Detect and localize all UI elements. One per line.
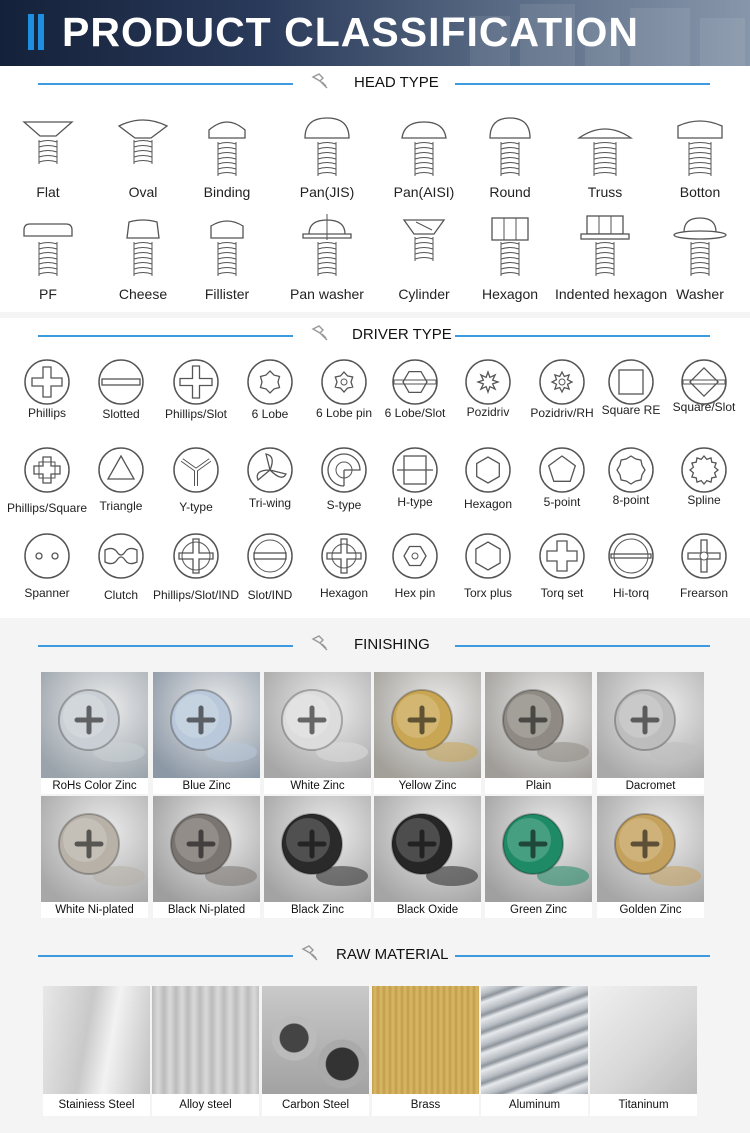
raw-material-grid (0, 986, 750, 1121)
driver-type-label: Phillips/Slot/IND (152, 588, 240, 602)
phillips-drive-icon (23, 358, 71, 406)
finishing-header (0, 630, 750, 660)
square-slot-drive-icon (680, 358, 728, 406)
hexagon-head-screw-icon (480, 212, 540, 282)
screw-photo (597, 796, 704, 902)
hi-torq-drive-icon (607, 532, 655, 580)
head-type-label: Pan(JIS) (299, 184, 355, 200)
driver-type-item (233, 446, 307, 524)
cheese-head-screw-icon (113, 212, 173, 282)
screw-photo (374, 796, 481, 902)
finishing-label: White Zinc (264, 778, 371, 794)
raw-material-item (262, 986, 369, 1116)
spline-drive-icon (680, 446, 728, 494)
raw-material-label: Stainiess Steel (43, 1094, 150, 1116)
head-type-item (277, 112, 377, 207)
spanner-drive-icon (23, 532, 71, 580)
finishing-item (153, 672, 260, 794)
finishing-item (485, 796, 592, 918)
screw-section-icon (308, 322, 332, 346)
raw-material-item (43, 986, 150, 1116)
driver-type-item (84, 358, 158, 436)
driver-type-item (451, 532, 525, 610)
finishing-label: White Ni-plated (41, 902, 148, 918)
finishing-grid (0, 672, 750, 922)
driver-type-item (233, 358, 307, 436)
six-lobe-drive-icon (246, 358, 294, 406)
driver-type-label: Slot/IND (247, 588, 293, 602)
raw-material-item (372, 986, 479, 1116)
binding-head-screw-icon (197, 112, 257, 182)
driver-type-item (525, 358, 599, 436)
driver-type-label: Torx plus (463, 586, 513, 600)
pan-washer-head-screw-icon (297, 212, 357, 282)
screw-photo (41, 672, 148, 778)
driver-type-item (10, 532, 84, 610)
driver-type-item (84, 446, 158, 524)
phillips-slot-ind-drive-icon (172, 532, 220, 580)
tri-wing-drive-icon (246, 446, 294, 494)
finishing-item (374, 672, 481, 794)
finishing-label: Black Oxide (374, 902, 481, 918)
square-drive-icon (607, 358, 655, 406)
driver-type-label: Square/Slot (672, 400, 736, 414)
screw-photo (153, 672, 260, 778)
pf-head-screw-icon (18, 212, 78, 282)
eight-point-drive-icon (607, 446, 655, 494)
head-type-item (177, 112, 277, 207)
head-type-label: Cheese (118, 286, 168, 302)
raw-material-label: Titaninum (590, 1094, 697, 1116)
page-title: PRODUCT CLASSIFICATION (62, 9, 640, 55)
raw-material-label: Aluminum (481, 1094, 588, 1116)
screw-photo (485, 672, 592, 778)
driver-type-item (667, 446, 741, 524)
cylinder-head-screw-icon (394, 212, 454, 282)
head-type-label: Round (489, 184, 531, 200)
screw-section-icon (308, 632, 332, 656)
driver-type-item (525, 446, 599, 524)
section-title: RAW MATERIAL (336, 946, 449, 963)
driver-type-item (307, 358, 381, 436)
finishing-item (597, 796, 704, 918)
head-type-label: Hexagon (481, 286, 539, 302)
driver-type-item (307, 446, 381, 524)
driver-type-item (451, 358, 525, 436)
raw-material-label: Brass (372, 1094, 479, 1116)
y-type-drive-icon (172, 446, 220, 494)
slot-ind-drive-icon (246, 532, 294, 580)
finishing-label: Black Ni-plated (153, 902, 260, 918)
truss-head-screw-icon (575, 112, 635, 182)
s-type-drive-icon (320, 446, 368, 494)
section-title: HEAD TYPE (354, 74, 439, 91)
screw-section-icon (308, 70, 332, 94)
frearson-drive-icon (680, 532, 728, 580)
raw-material-item (481, 986, 588, 1116)
driver-type-label: Triangle (99, 499, 143, 513)
finishing-item (41, 796, 148, 918)
raw-material-item (590, 986, 697, 1116)
banner (0, 0, 750, 66)
head-type-item (650, 112, 750, 207)
head-type-label: Oval (128, 184, 158, 200)
driver-type-label: H-type (397, 495, 433, 509)
driver-type-label: Y-type (179, 500, 213, 514)
hexagon-cross-drive-icon (320, 532, 368, 580)
head-type-item (277, 212, 377, 307)
head-type-label: PF (39, 286, 57, 302)
pan-jis-head-screw-icon (297, 112, 357, 182)
round-head-screw-icon (480, 112, 540, 182)
driver-type-item (233, 532, 307, 610)
screw-photo (264, 672, 371, 778)
driver-type-item (159, 358, 233, 436)
section-title: DRIVER TYPE (352, 326, 452, 343)
finishing-label: Golden Zinc (597, 902, 704, 918)
driver-type-item (307, 532, 381, 610)
washer-head-screw-icon (670, 212, 730, 282)
head-type-label: Cylinder (398, 286, 450, 302)
head-type-header (0, 68, 750, 98)
head-type-label: Fillister (204, 286, 250, 302)
driver-type-item (667, 532, 741, 610)
torx-plus-drive-icon (464, 532, 512, 580)
screw-section-icon (298, 942, 322, 966)
head-type-label: Washer (676, 286, 724, 302)
raw-material-item (152, 986, 259, 1116)
head-type-label: Indented hexagon (555, 286, 668, 302)
raw-material-label: Alloy steel (152, 1094, 259, 1116)
driver-type-item (10, 358, 84, 436)
triangle-drive-icon (97, 446, 145, 494)
driver-type-label: Hexagon (463, 497, 513, 511)
driver-type-item (378, 532, 452, 610)
head-type-item (650, 212, 750, 307)
driver-type-label: Clutch (103, 588, 138, 602)
driver-type-label: 6 Lobe (251, 407, 289, 421)
screw-photo (485, 796, 592, 902)
driver-type-header (0, 320, 750, 350)
six-lobe-slot-drive-icon (391, 358, 439, 406)
driver-type-item (594, 358, 668, 436)
driver-type-label: 6 Lobe pin (315, 406, 373, 420)
fillister-head-screw-icon (197, 212, 257, 282)
button-head-screw-icon (670, 112, 730, 182)
driver-type-label: Spline (687, 493, 721, 507)
driver-type-item (378, 446, 452, 524)
head-type-label: Truss (587, 184, 623, 200)
driver-type-label: Phillips/Square (6, 501, 88, 515)
pozidriv-drive-icon (464, 358, 512, 406)
hexagon-socket-drive-icon (464, 446, 512, 494)
driver-type-item (667, 358, 741, 436)
banner-accent-bars (28, 14, 46, 50)
slotted-drive-icon (97, 358, 145, 406)
finishing-label: Green Zinc (485, 902, 592, 918)
head-type-item (555, 212, 668, 307)
head-type-item (374, 112, 474, 207)
screw-photo (374, 672, 481, 778)
raw-material-header (0, 940, 750, 970)
head-type-item (0, 212, 98, 307)
driver-type-label: Pozidriv/RH (530, 406, 594, 420)
finishing-label: Black Zinc (264, 902, 371, 918)
finishing-item (597, 672, 704, 794)
driver-type-label: Hi-torq (612, 586, 649, 600)
head-type-item (177, 212, 277, 307)
head-type-item (374, 212, 474, 307)
head-type-label: Pan washer (290, 286, 364, 302)
finishing-item (374, 796, 481, 918)
section-title: FINISHING (354, 636, 430, 653)
driver-type-item (525, 532, 599, 610)
driver-type-label: 8-point (612, 493, 650, 507)
clutch-drive-icon (97, 532, 145, 580)
driver-type-item (594, 532, 668, 610)
driver-type-label: S-type (326, 498, 362, 512)
h-type-drive-icon (391, 446, 439, 494)
screw-photo (264, 796, 371, 902)
driver-type-label: Frearson (679, 586, 729, 600)
driver-type-label: 5-point (543, 495, 581, 509)
finishing-label: Plain (485, 778, 592, 794)
screw-photo (41, 796, 148, 902)
head-type-label: Flat (36, 184, 60, 200)
driver-type-label: Phillips/Slot (164, 407, 228, 421)
six-lobe-pin-drive-icon (320, 358, 368, 406)
finishing-item (264, 796, 371, 918)
indented-hexagon-head-screw-icon (575, 212, 635, 282)
finishing-item (41, 672, 148, 794)
driver-type-item (594, 446, 668, 524)
driver-type-item (6, 446, 88, 524)
driver-type-item (378, 358, 452, 436)
pozidriv-rh-drive-icon (538, 358, 586, 406)
driver-type-label: 6 Lobe/Slot (384, 406, 446, 420)
screw-photo (153, 796, 260, 902)
head-type-item (460, 112, 560, 207)
flat-head-screw-icon (18, 112, 78, 182)
driver-type-item (451, 446, 525, 524)
head-type-item (555, 112, 655, 207)
head-type-item (0, 112, 98, 207)
raw-material-label: Carbon Steel (262, 1094, 369, 1116)
finishing-label: Yellow Zinc (374, 778, 481, 794)
finishing-label: Blue Zinc (153, 778, 260, 794)
screw-photo (597, 672, 704, 778)
phillips-slot-drive-icon (172, 358, 220, 406)
oval-head-screw-icon (113, 112, 173, 182)
driver-type-label: Hex pin (394, 586, 436, 600)
head-type-item (460, 212, 560, 307)
driver-type-item (159, 446, 233, 524)
head-type-label: Botton (679, 184, 721, 200)
phillips-square-drive-icon (23, 446, 71, 494)
finishing-item (264, 672, 371, 794)
driver-type-label: Pozidriv (466, 405, 510, 419)
head-type-label: Pan(AISI) (393, 184, 455, 200)
torq-set-drive-icon (538, 532, 586, 580)
head-type-label: Binding (203, 184, 251, 200)
five-point-drive-icon (538, 446, 586, 494)
finishing-item (153, 796, 260, 918)
pan-aisi-head-screw-icon (394, 112, 454, 182)
driver-type-label: Hexagon (319, 586, 369, 600)
driver-type-label: Phillips (27, 406, 66, 420)
driver-type-label: Tri-wing (248, 496, 292, 510)
head-type-grid (0, 112, 750, 312)
driver-type-label: Spanner (24, 586, 70, 600)
driver-type-label: Square RE (601, 403, 661, 417)
driver-type-item (152, 532, 240, 610)
driver-type-label: Torq set (540, 586, 584, 600)
driver-type-label: Slotted (102, 407, 140, 421)
hex-pin-drive-icon (391, 532, 439, 580)
finishing-label: Dacromet (597, 778, 704, 794)
finishing-item (485, 672, 592, 794)
driver-type-grid (0, 358, 750, 618)
finishing-label: RoHs Color Zinc (41, 778, 148, 794)
